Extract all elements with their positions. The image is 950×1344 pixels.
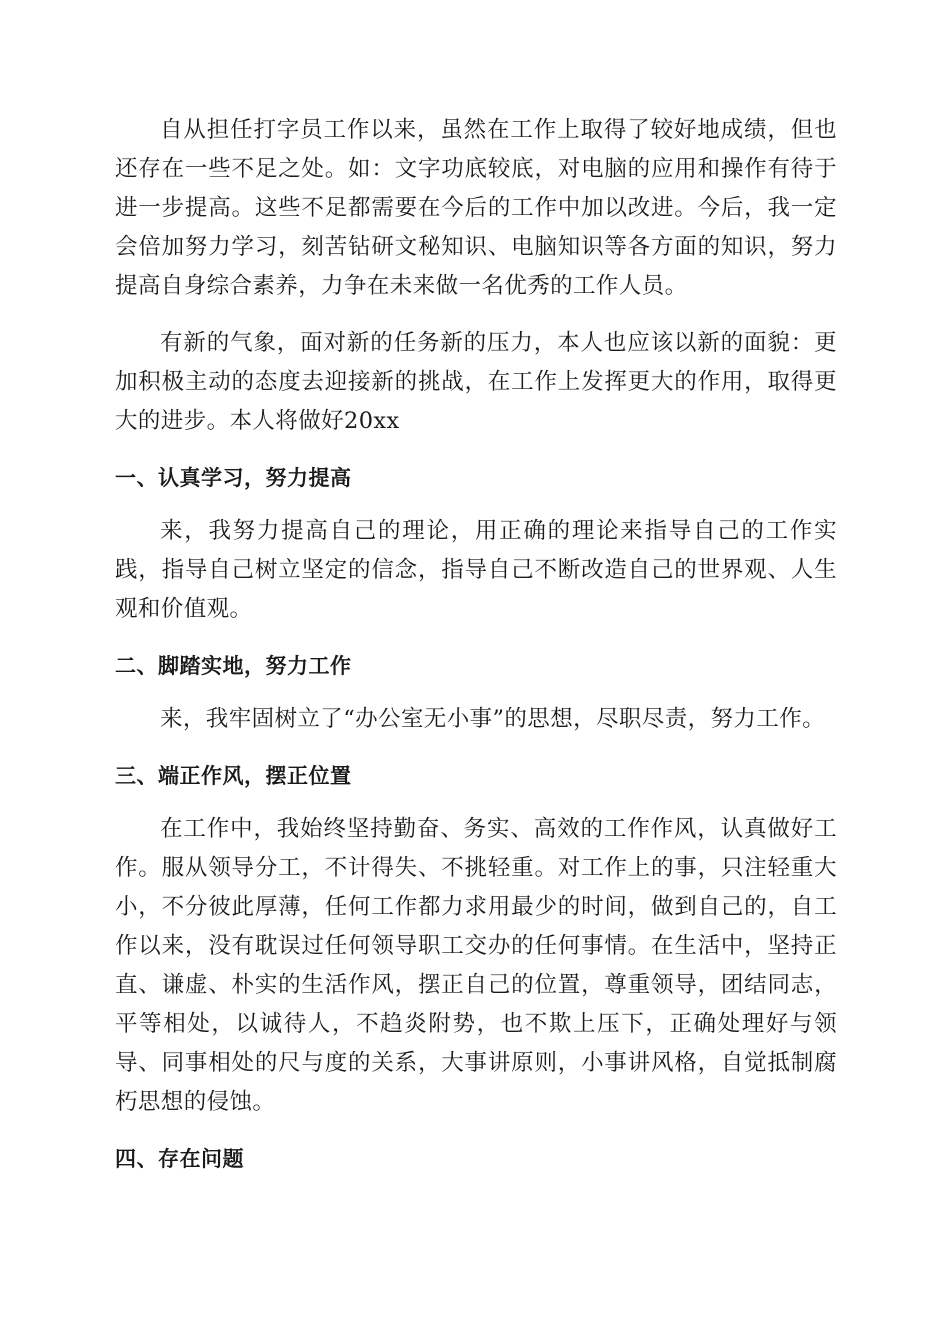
section-heading-study: 一、认真学习，努力提高: [115, 466, 352, 490]
section-body-conduct: 在工作中，我始终坚持勤奋、务实、高效的工作作风，认真做好工作。服从领导分工，不计得失、不挑轻重。对工作上的事，只注轻重大小，不分彼此厚薄，任何工作都力求用最少的时间，做到自己的，自工作以来，没有耽误过任何领导职工交办的任何事情。在生活中，坚持正直、谦虚、朴实的生活作风，摆正自己的位置，尊重领导，团结同志，平等相处，以诚待人，不趋炎附势，也不欺上压下，正确处理好与领导、同事相处的尺与度的关系，大事讲原则，小事讲风格，自觉抵制腐朽思想的侵蚀。: [115, 816, 837, 1115]
intro-paragraph-shortcomings: 自从担任打字员工作以来，虽然在工作上取得了较好地成绩，但也还存在一些不足之处。如：文字功底较底，对电脑的应用和操作有待于进一步提高。这些不足都需要在今后的工作中加以改进。今后，我一定会倍加努力学习，刻苦钻研文秘知识、电脑知识等各方面的知识，努力提高自身综合素养，力争在未来做一名优秀的工作人员。: [115, 117, 837, 299]
section-heading-work: 二、脚踏实地，努力工作: [115, 654, 352, 678]
section-heading-problems: 四、存在问题: [115, 1147, 244, 1171]
section-body-study: 来，我努力提高自己的理论，用正确的理论来指导自己的工作实践，指导自己树立坚定的信念，指导自己不断改造自己的世界观、人生观和价值观。: [115, 518, 837, 622]
document-body: [115, 111, 837, 1179]
section-body-work: 来，我牢固树立了“办公室无小事”的思想，尽职尽责，努力工作。: [160, 706, 826, 732]
intro-paragraph-outlook: 有新的气象，面对新的任务新的压力，本人也应该以新的面貌：更加积极主动的态度去迎接新的挑战，在工作上发挥更大的作用，取得更大的进步。本人将做好20xx: [115, 330, 837, 434]
section-heading-conduct: 三、端正作风，摆正位置: [115, 764, 352, 788]
